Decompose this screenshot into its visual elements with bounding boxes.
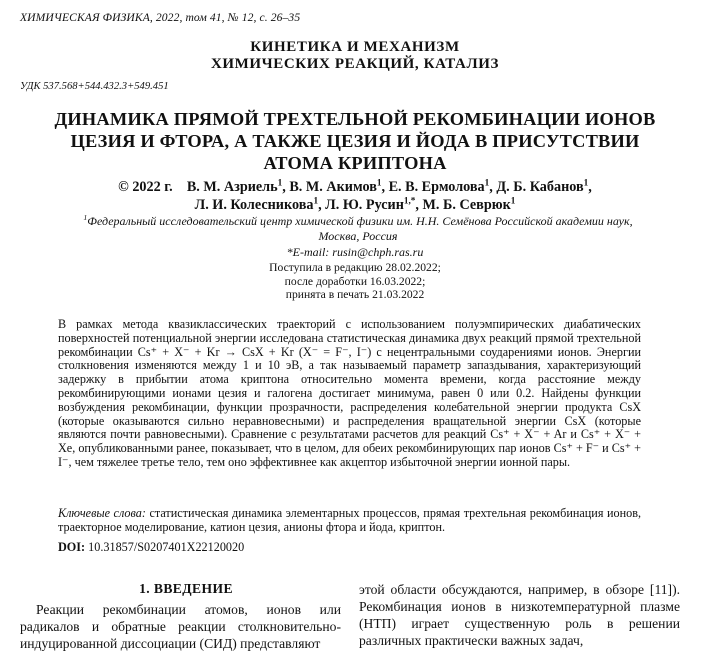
date-revised: после доработки 16.03.2022; [284,274,426,288]
intro-left-column: Реакции рекомбинации атомов, ионов или радикалов и обратные реакции столкновительно-индуцированной диссоциации (СИД) представляют [20,602,341,651]
doi-label: DOI: [58,540,86,554]
title-line-1: ДИНАМИКА ПРЯМОЙ ТРЕХТЕЛЬНОЙ РЕКОМБИНАЦИИ ИОНОВ [54,109,656,129]
affiliation-line-1: Федеральный исследовательский центр химической физики им. Н.Н. Семёнова Российской академии наук, [87,214,633,228]
contact-email[interactable]: *E-mail: rusin@chph.ras.ru [286,245,424,259]
title-line-3: АТОМА КРИПТОНА [263,153,447,173]
title-line-2: ЦЕЗИЯ И ФТОРА, А ТАКЖЕ ЦЕЗИЯ И ЙОДА В ПРИСУТСТВИИ [70,131,640,151]
udk-code: УДК 537.568+544.432.3+549.451 [20,81,169,92]
keywords [58,506,641,534]
date-accepted: принята в печать 21.03.2022 [285,288,425,302]
author-affiliation-mark: 1 [376,177,382,188]
author-name: Л. Ю. Русин [325,197,404,213]
intro-heading: 1. ВВЕДЕНИЕ [139,581,233,596]
date-received: Поступила в редакцию 28.02.2022; [269,261,441,274]
doi-link[interactable]: 10.31857/S0207401X22120020 [88,540,245,554]
copyright-year: © 2022 г. [118,179,173,195]
article-title [0,108,710,174]
affiliation-line-2: Москва, Россия [318,229,398,243]
author-affiliation-mark: 1,* [403,195,416,206]
author-affiliation-mark: 1 [583,177,589,188]
section-title-line-1: КИНЕТИКА И МЕХАНИЗМ [250,39,460,55]
author-name: В. М. Азриель [186,179,278,195]
authors-line-1: © 2022 г. В. М. Азриель$^1$, В. М. Акимов$^1$, Е. В. Ермолова$^1$, Д. Б. Кабанов$^1$, [118,177,592,195]
authors-block [0,178,710,214]
keywords-list: статистическая динамика элементарных процессов, прямая трехтельная рекомбинация ионов, траекторное моделирование, катион цезия, анионы фтора и йода, криптон. [58,506,642,534]
section-title-line-2: ХИМИЧЕСКИХ РЕАКЦИЙ, КАТАЛИЗ [210,56,500,72]
keywords-label: Ключевые слова: [58,506,146,520]
author-name: Д. Б. Кабанов [496,179,584,195]
affiliation [48,214,668,244]
author-name: Л. И. Колесникова [194,197,314,213]
abstract-text: В рамках метода квазиклассических траекторий с использованием полуэмпирических диабатических поверхностей потенциальной энергии исследована статистическая динамика двух реакций прямой трехтельной рекомбинации Cs⁺ + X⁻ + Kr → CsX + Kr (X⁻ = F⁻, I⁻) с нецентральными соударениями ионов. Энергии столкновения изменяются между 1 и 10 эВ, а так называемый параметр запаздывания, характеризующий задержку в прибытии атома криптона относительно момента времени, когда расстояние между рекомбинирующими ионами цезия и галогена достигает минимума, равен 0 или 0.2. Найдены функции возбуждения рекомбинации, функции прозрачности, распределения колебательной энергии продукта CsX (которые оказываются сильно неравновесными) и распределения вращательной энергии CsX (которые являются почти равновесными). Сравнение с результатами расчетов для реакций Cs⁺ + X⁻ + Ar и Cs⁺ + X⁻ + Xe, опубликованными ранее, показывает, что в целом, для обеих рекомбинирующих пар ионов Cs⁺ + F⁻ и Cs⁺ + I⁻, чем тяжелее третье тело, тем оно эффективнее как акцептор избыточной энергии ионной пары. [58,317,641,469]
author-name: М. Б. Севрюк [422,197,511,213]
intro-right-column: этой области обсуждаются, например, в обзоре [11]). Рекомбинация ионов в низкотемпературной плазме (НТП) играет существенную роль в решении различных практически важных задач, [359,582,680,648]
authors-line-2: Л. И. Колесникова$^1$, Л. Ю. Русин$^{1,*}$, М. Б. Севрюк$^1$ [194,195,516,213]
author-affiliation-mark: 1 [313,195,319,206]
journal-header: ХИМИЧЕСКАЯ ФИЗИКА, 2022, том 41, № 12, с. 26–35 [20,11,301,24]
author-name: Е. В. Ермолова [388,179,485,195]
author-affiliation-mark: 1 [510,195,516,206]
author-affiliation-mark: 1 [484,177,490,188]
submission-dates [0,261,710,302]
doi [58,540,244,555]
author-name: В. М. Акимов [289,179,377,195]
affiliation-mark: 1 [83,213,88,222]
author-affiliation-mark: 1 [277,177,283,188]
